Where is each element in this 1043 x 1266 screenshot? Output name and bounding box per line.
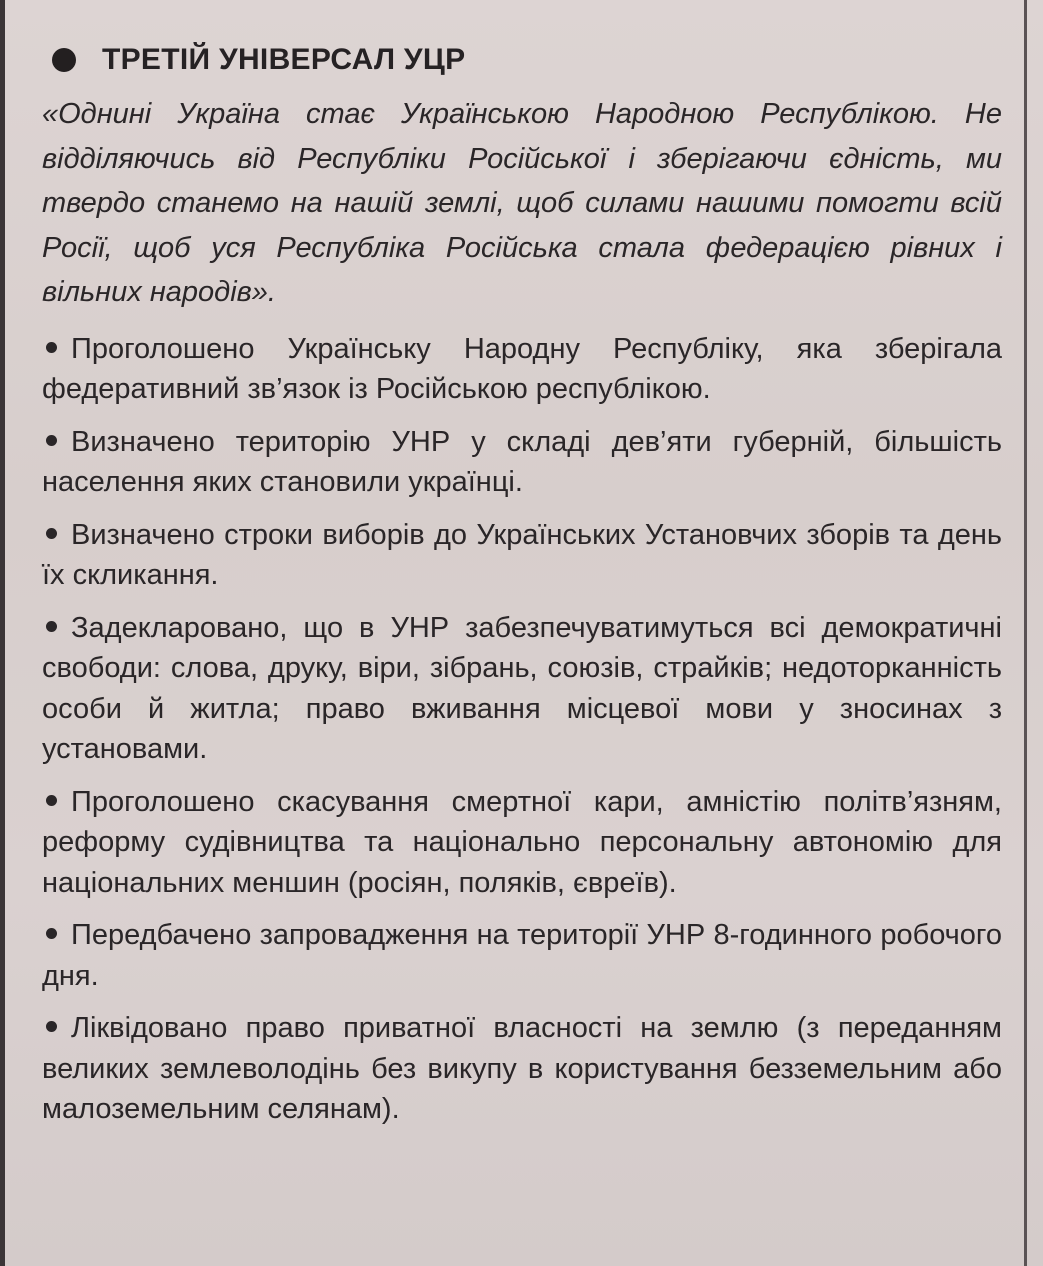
list-item-text: Визначено територію УНР у складі дев’яти губерній, більшість населення яких становили українці. — [42, 425, 1002, 499]
quote-paragraph: «Однині Україна стає Українською Народною Республікою. Не відділяючись від Республіки Російської і зберігаючи єдність, ми твердо станемо на нашій землі, щоб силами нашими помогти всій Росії, щоб уся Республіка Російська стала федерацією рівних і вільних народів». — [42, 98, 1002, 309]
bullet-icon — [46, 1021, 57, 1032]
document-content — [42, 30, 1002, 1142]
list-item-text: Проголошено скасування смертної кари, амністію політв’язням, реформу судівництва та національно персональну автономію для національних меншин (росіян, поляків, євреїв). — [42, 785, 1002, 899]
list-item-text: Задекларовано, що в УНР забезпечуватимуться всі демократичні свободи: слова, друку, віри, зібрань, союзів, страйків; недоторканність особи й житла; право вживання місцевої мови у зносинах з установами. — [42, 611, 1002, 766]
list-item — [42, 1008, 1002, 1130]
section-title: ТРЕТІЙ УНІВЕРСАЛ УЦР — [102, 43, 466, 76]
heading-bullet-icon — [52, 48, 76, 72]
list-item-text: Проголошено Українську Народну Республіку, яка зберігала федеративний зв’язок із Російською республікою. — [42, 332, 1002, 406]
bullet-icon — [46, 795, 57, 806]
list-item — [42, 608, 1002, 770]
bullet-list — [42, 329, 1002, 1130]
list-item-text: Передбачено запровадження на території УНР 8-годинного робочого дня. — [42, 919, 1002, 992]
bullet-icon — [46, 528, 57, 539]
list-item-text: Ліквідовано право приватної власності на землю (з переданням великих землеволодінь без викупу в користування безземельним або малоземельним селянам). — [42, 1012, 1002, 1126]
list-item — [42, 422, 1002, 503]
bullet-icon — [46, 621, 57, 632]
section-heading — [52, 30, 1002, 90]
list-item — [42, 915, 1002, 996]
bullet-icon — [46, 928, 57, 939]
bullet-icon — [46, 435, 57, 446]
list-item-text: Визначено строки виборів до Українських Установчих зборів та день їх скликання. — [42, 518, 1002, 592]
bullet-icon — [46, 342, 57, 353]
right-border-line — [1024, 0, 1027, 1266]
list-item — [42, 782, 1002, 904]
list-item — [42, 329, 1002, 410]
left-border-line — [0, 0, 5, 1266]
list-item — [42, 515, 1002, 596]
